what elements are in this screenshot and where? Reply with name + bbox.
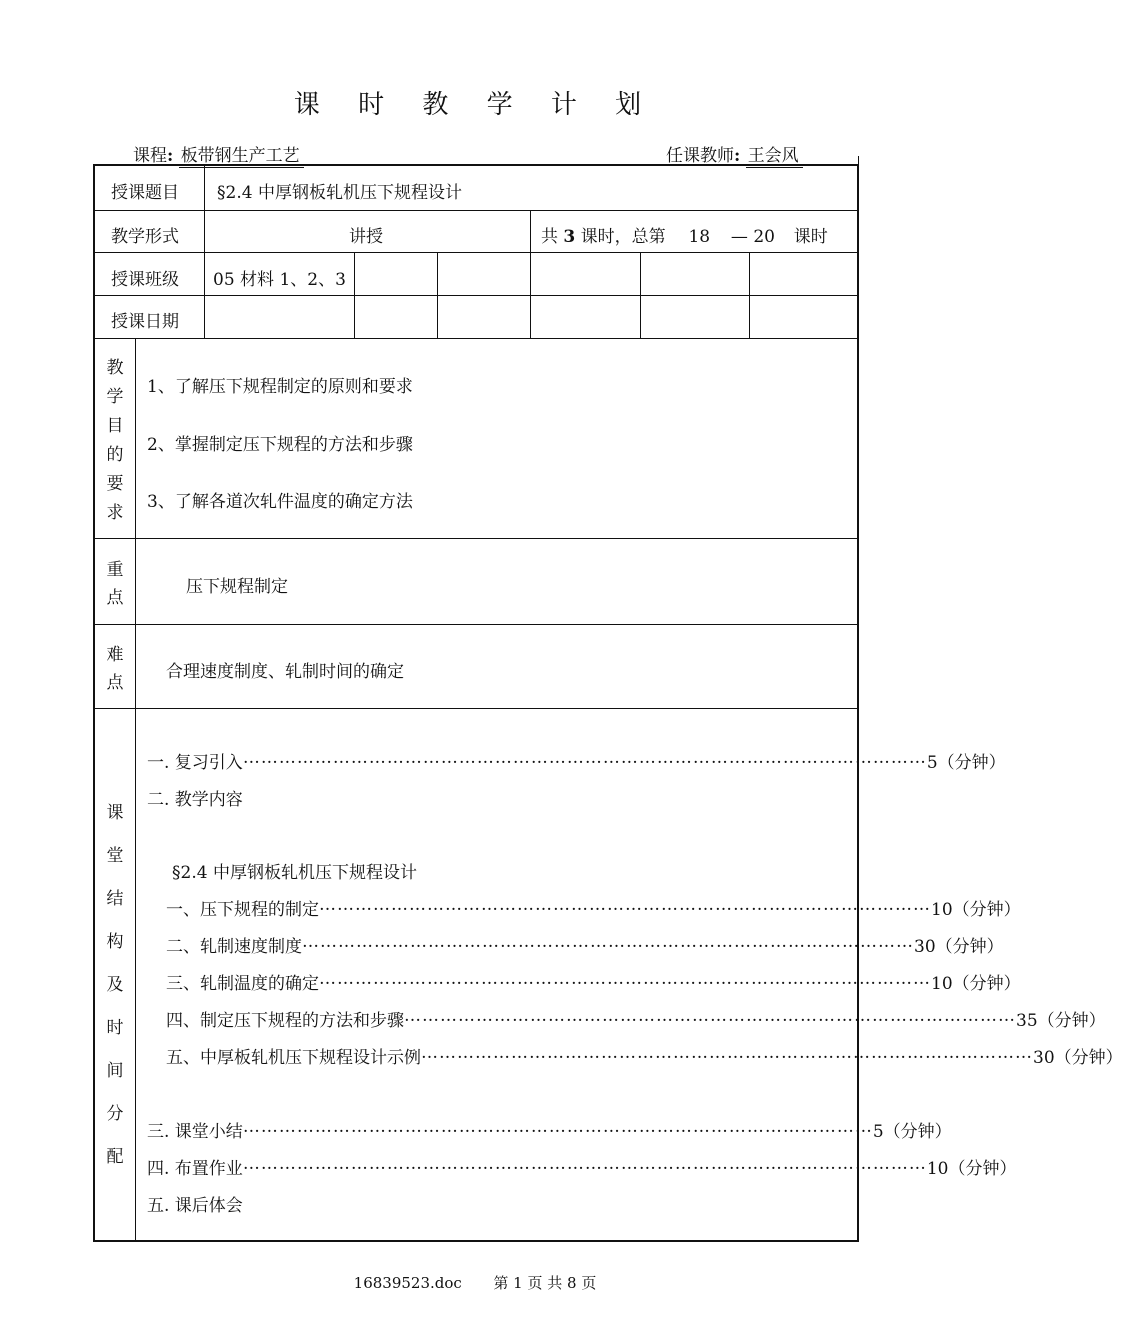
date-label: 授课日期 [111, 312, 179, 332]
key-point-label: 重 点 [106, 560, 124, 608]
col-divider [437, 252, 438, 338]
col-divider [530, 252, 531, 338]
col-divider [530, 210, 531, 252]
col-divider [135, 338, 136, 1242]
content-item: 四、制定压下规程的方法和步骤 ………………………………………………………………………………………… 35（分钟） [166, 1006, 1106, 1031]
class-value: 05 材料 1、2、3 [213, 270, 346, 290]
dot-leader: ………………………………………………………………………………………… [319, 969, 931, 989]
section-title: §2.4 中厚钢板轧机压下规程设计 [172, 863, 417, 883]
range-from: 18 [688, 227, 711, 247]
course-value: 板带钢生产工艺 [179, 146, 304, 168]
footer-page-number: 第 1 页 共 8 页 [493, 1274, 597, 1292]
hours-middle: 课时，总第 [580, 227, 666, 247]
content-item: 二、轧制速度制度 ………………………………………………………………………………………… 30（分钟） [166, 932, 1004, 957]
row-divider [95, 338, 857, 339]
col-divider [749, 252, 750, 338]
dot-leader: ………………………………………………………………………………………… [319, 895, 931, 915]
footer-filename: 16839523.doc [353, 1274, 462, 1292]
col-divider [204, 166, 205, 338]
objectives-label: 教 学 目 的 要 求 [106, 358, 124, 523]
col-divider [640, 252, 641, 338]
hours-count: 3 [563, 227, 576, 247]
course-line: 课程: 板带钢生产工艺 [133, 141, 304, 166]
teacher-value: 王会风 [746, 146, 803, 168]
hours-text [541, 222, 828, 247]
homework-line: 四. 布置作业 …………………………………………………………………………………………………… 10（分钟） [147, 1154, 1017, 1179]
hours-prefix: 共 [541, 227, 558, 247]
teacher-label: 任课教师 [666, 146, 734, 166]
row-divider [95, 624, 857, 625]
objective-item: 3、了解各道次轧件温度的确定方法 [147, 492, 413, 512]
dot-leader: ………………………………………………………………………………………… [302, 932, 914, 952]
form-label: 教学形式 [111, 227, 179, 247]
page-title: 课 时 教 学 计 划 [293, 90, 657, 120]
class-label: 授课班级 [111, 270, 179, 290]
form-value: 讲授 [349, 227, 383, 247]
key-point-text: 压下规程制定 [186, 577, 288, 597]
lesson-plan-table [93, 164, 1123, 1242]
dot-leader: …………………………………………………………………………………………………… [242, 748, 927, 768]
dot-leader: ………………………………………………………………………………………… [421, 1043, 1033, 1063]
difficulty-label: 难 点 [106, 645, 124, 693]
content-item: 五、中厚板轧机压下规程设计示例 ………………………………………………………………………………………… 30（分钟） [166, 1043, 1123, 1068]
dot-leader: ………………………………………………………………………………………… [404, 1006, 1016, 1026]
dot-leader: …………………………………………………………………………………………………… [242, 1154, 927, 1174]
review-line: 一. 复习引入 …………………………………………………………………………………………………… 5（分钟） [147, 748, 1006, 773]
row-divider [95, 538, 857, 539]
hours-unit: 课时 [793, 227, 828, 247]
content-heading: 二. 教学内容 [147, 790, 243, 810]
page-footer [0, 1272, 950, 1293]
range-to: 20 [753, 227, 775, 247]
row-divider [95, 252, 857, 253]
row-divider [95, 210, 857, 211]
summary-line: 三. 课堂小结 …………………………………………………………………………………………… 5（分钟） [147, 1117, 952, 1142]
col-divider [354, 252, 355, 338]
range-separator: — [730, 227, 748, 247]
course-label: 课程 [133, 146, 167, 166]
difficulty-text: 合理速度制度、轧制时间的确定 [166, 662, 404, 682]
structure-label: 课 堂 结 构 及 时 间 分 配 [106, 803, 124, 1167]
dot-leader: …………………………………………………………………………………………… [242, 1117, 873, 1137]
row-divider [95, 708, 857, 709]
content-item: 一、压下规程的制定 ………………………………………………………………………………………… 10（分钟） [166, 895, 1021, 920]
content-item: 三、轧制温度的确定 ………………………………………………………………………………………… 10（分钟） [166, 969, 1021, 994]
objective-item: 2、掌握制定压下规程的方法和步骤 [147, 435, 413, 455]
objective-item: 1、了解压下规程制定的原则和要求 [147, 377, 413, 397]
topic-value: §2.4 中厚钢板轧机压下规程设计 [217, 183, 462, 203]
topic-label: 授课题目 [111, 183, 179, 203]
reflection-line: 五. 课后体会 [147, 1196, 243, 1216]
row-divider [95, 295, 857, 296]
teacher-line: 任课教师: 王会风 [666, 141, 803, 166]
